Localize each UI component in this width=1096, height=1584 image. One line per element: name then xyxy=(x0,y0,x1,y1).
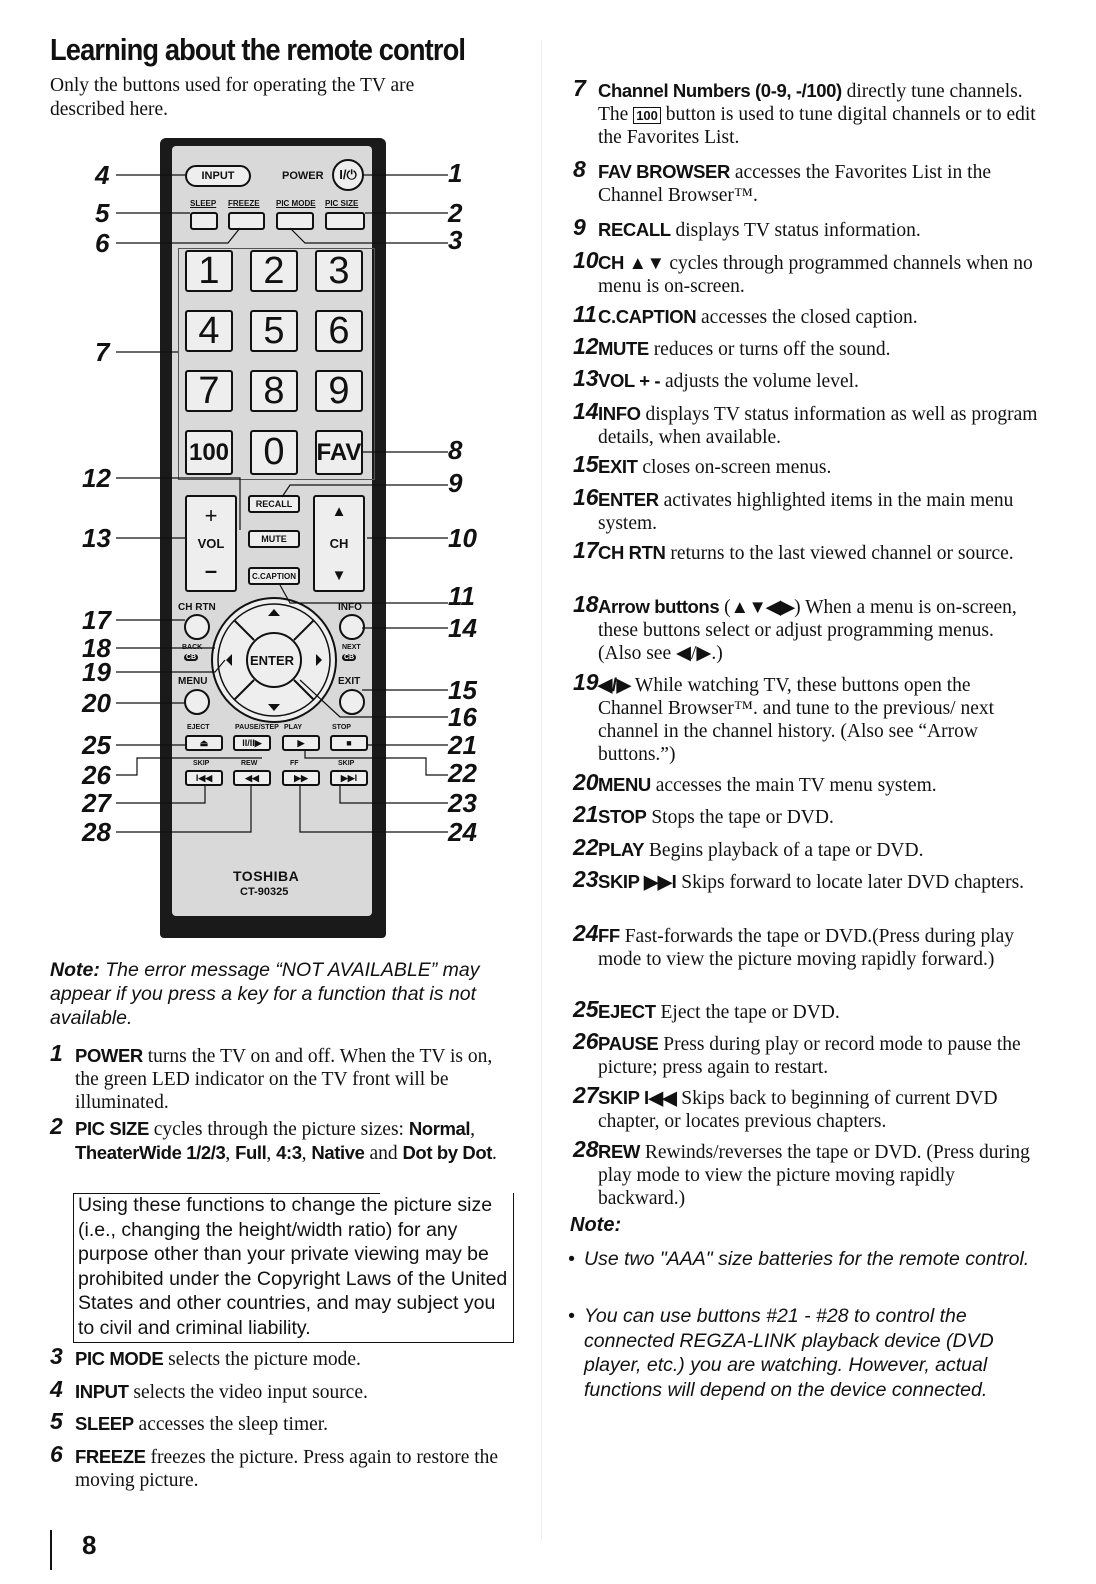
item-number: 7 xyxy=(573,75,586,101)
item-text xyxy=(598,488,1038,535)
description-item xyxy=(573,669,1038,766)
item-text xyxy=(598,673,1038,766)
description-item xyxy=(573,301,1038,329)
small-button-label: PIC SIZE xyxy=(325,199,359,208)
bullet-text: Use two "AAA" size batteries for the remote control. xyxy=(584,1248,1030,1270)
transport-button: ◀◀ xyxy=(233,770,271,786)
next-label: NEXT xyxy=(342,644,361,651)
item-number: 8 xyxy=(573,156,586,182)
description-text: turns the TV on and off. When the TV is on, the green LED indicator on the TV front will be illuminated. xyxy=(75,1046,493,1113)
description-text: accesses the Favorites List in the Channel Browser™. xyxy=(598,162,991,206)
description-item xyxy=(573,866,1038,894)
item-number: 5 xyxy=(50,1408,63,1434)
button-name: PIC MODE xyxy=(75,1348,164,1369)
description-text: Press during play or record mode to pause the picture; press again to restart. xyxy=(598,1034,1021,1078)
item-number: 1 xyxy=(50,1040,63,1066)
description-text: accesses the closed caption. xyxy=(696,307,918,328)
button-name: Native xyxy=(311,1142,365,1163)
callout-number: 3 xyxy=(448,225,463,255)
description-item xyxy=(50,1040,510,1114)
item-text xyxy=(598,595,1038,665)
description-item xyxy=(573,769,1038,797)
note-bullet xyxy=(568,1304,1054,1402)
number-key: 100 xyxy=(185,430,233,475)
button-name: ◀/▶ xyxy=(598,674,631,695)
description-text: displays TV status information. xyxy=(670,220,921,241)
description-text: , xyxy=(470,1119,476,1140)
callout-number: 27 xyxy=(82,788,111,818)
page-number-bar xyxy=(50,1530,52,1570)
transport-label: FF xyxy=(290,760,299,767)
number-key: 0 xyxy=(250,430,298,475)
back-label: BACK xyxy=(182,644,203,651)
callout-number: 6 xyxy=(95,228,110,258)
description-text: cycles through programmed channels when no menu is on-screen. xyxy=(598,253,1033,297)
remote-control-illustration xyxy=(160,138,386,938)
item-number: 2 xyxy=(50,1113,63,1139)
button-name: PIC SIZE xyxy=(75,1118,149,1139)
item-text xyxy=(75,1044,510,1114)
item-text xyxy=(598,1140,1038,1210)
item-text xyxy=(75,1380,510,1404)
item-number: 4 xyxy=(50,1376,63,1402)
page-title: Learning about the remote control xyxy=(50,32,466,67)
item-text xyxy=(75,1412,510,1436)
callout-number: 24 xyxy=(448,817,477,847)
transport-label: REW xyxy=(241,760,258,767)
number-key: 6 xyxy=(315,310,363,352)
item-text xyxy=(75,1445,510,1492)
callout-number: 17 xyxy=(82,605,111,635)
button-name: PAUSE xyxy=(598,1033,659,1054)
item-text xyxy=(598,251,1038,298)
item-number: 22 xyxy=(573,834,599,860)
vol-label: VOL xyxy=(197,536,225,551)
item-number: 14 xyxy=(573,398,599,424)
ch-rtn-label: CH RTN xyxy=(178,602,216,613)
power-button: I/⏻ xyxy=(332,159,364,191)
button-name: PLAY xyxy=(598,839,645,860)
hundred-button-icon: 100 xyxy=(633,107,661,124)
callout-number: 9 xyxy=(448,468,463,498)
item-text xyxy=(598,455,1038,479)
ch-label: CH xyxy=(329,536,349,551)
description-item xyxy=(573,75,1038,149)
transport-label: STOP xyxy=(332,724,351,731)
transport-button: II/II▶ xyxy=(233,735,271,751)
description-item xyxy=(50,1343,510,1371)
description-item xyxy=(573,451,1038,479)
button-name: INFO xyxy=(598,403,641,424)
description-text: activates highlighted items in the main menu system. xyxy=(598,490,1014,534)
number-key: 4 xyxy=(185,310,233,352)
description-text: , xyxy=(266,1143,277,1164)
number-key: 8 xyxy=(250,370,298,412)
transport-label: PLAY xyxy=(284,724,303,731)
ch-down-icon: ▼ xyxy=(331,567,347,584)
description-item xyxy=(573,333,1038,361)
callout-number: 5 xyxy=(95,198,110,228)
item-text xyxy=(598,1086,1038,1133)
item-number: 28 xyxy=(573,1136,599,1162)
item-number: 19 xyxy=(573,669,599,695)
note-bullet xyxy=(568,1247,1054,1272)
description-text: Eject the tape or DVD. xyxy=(655,1002,840,1023)
transport-button: I◀◀ xyxy=(185,770,223,786)
mute-button: MUTE xyxy=(248,530,300,548)
transport-button: ▶▶ xyxy=(282,770,320,786)
item-number: 3 xyxy=(50,1343,63,1369)
item-text xyxy=(75,1347,510,1371)
button-name: RECALL xyxy=(598,219,671,240)
item-number: 18 xyxy=(573,591,599,617)
number-key: 5 xyxy=(250,310,298,352)
bullet-text: You can use buttons #21 - #28 to control the connected REGZA-LINK playback device (DVD player, etc.) you are watching. However, actual functions will depend on the device connected. xyxy=(584,1305,994,1401)
bullet-dot: • xyxy=(568,1248,575,1270)
callout-number: 12 xyxy=(82,463,111,493)
description-item xyxy=(50,1113,510,1165)
item-text xyxy=(598,218,1038,242)
brand-logo: TOSHIBA xyxy=(233,868,300,884)
callout-number: 23 xyxy=(448,788,477,818)
item-number: 13 xyxy=(573,365,599,391)
callout-number: 15 xyxy=(448,675,477,705)
description-text: Skips forward to locate later DVD chapters. xyxy=(676,872,1025,893)
button-name: VOL + - xyxy=(598,370,661,391)
button-name: TheaterWide 1/2/3 xyxy=(75,1142,226,1163)
callout-number: 2 xyxy=(448,198,463,228)
callout-number: 18 xyxy=(82,633,111,663)
back-cb-icon: CB xyxy=(186,654,197,661)
item-text xyxy=(75,1117,510,1165)
item-number: 21 xyxy=(573,801,599,827)
description-text: ( xyxy=(719,597,731,618)
callout-number: 26 xyxy=(82,760,111,790)
callout-number: 16 xyxy=(448,702,477,732)
copyright-warning-box: Using these functions to change the picture size (i.e., changing the height/width ratio) for any purpose other than your private viewing may be prohibited under the Copyright Laws of the United States and other countries, and may subject you to civil and criminal liability. xyxy=(73,1193,514,1343)
description-text: returns to the last viewed channel or source. xyxy=(665,543,1014,564)
button-name: Dot by Dot xyxy=(402,1142,492,1163)
item-text xyxy=(598,870,1038,894)
page-number: 8 xyxy=(82,1530,97,1560)
description-item xyxy=(573,214,1038,242)
description-item xyxy=(573,365,1038,393)
callout-number: 28 xyxy=(82,817,111,847)
number-key: 7 xyxy=(185,370,233,412)
item-text xyxy=(598,541,1038,565)
item-text xyxy=(598,160,1038,207)
description-text: displays TV status information as well as program details, when available. xyxy=(598,404,1038,448)
bullet-dot: • xyxy=(568,1305,575,1327)
button-name: EJECT xyxy=(598,1001,656,1022)
next-cb-icon: CB xyxy=(344,654,355,661)
button-name: Channel Numbers (0-9, -/100) xyxy=(598,80,842,101)
transport-button: ⏏ xyxy=(185,735,223,751)
description-text: Fast-forwards the tape or DVD.(Press during play mode to view the picture moving rapidly forward.) xyxy=(598,926,1015,970)
menu-label: MENU xyxy=(178,676,208,687)
button-name: Full xyxy=(235,1142,267,1163)
callout-number: 21 xyxy=(448,730,477,760)
item-text xyxy=(598,924,1038,971)
description-item xyxy=(50,1441,510,1492)
input-button: INPUT xyxy=(185,165,251,187)
description-item xyxy=(573,1136,1038,1210)
callout-number: 20 xyxy=(82,688,111,718)
button-name: EXIT xyxy=(598,456,638,477)
button-name: ▲▼◀▶ xyxy=(730,596,795,617)
description-item xyxy=(573,591,1038,665)
button-name: MENU xyxy=(598,774,651,795)
callout-number: 7 xyxy=(95,337,110,367)
item-number: 6 xyxy=(50,1441,63,1467)
intro-text: Only the buttons used for operating the TV are described here. xyxy=(50,75,415,120)
callout-number: 11 xyxy=(448,581,475,611)
item-number: 15 xyxy=(573,451,599,477)
transport-label: EJECT xyxy=(187,724,210,731)
description-item xyxy=(573,834,1038,862)
item-number: 16 xyxy=(573,484,599,510)
item-number: 11 xyxy=(573,301,597,327)
dpad-graphic xyxy=(160,138,386,938)
item-text xyxy=(598,369,1038,393)
callout-number: 8 xyxy=(448,435,463,465)
button-name: FREEZE xyxy=(75,1446,146,1467)
description-text: closes on-screen menus. xyxy=(637,457,832,478)
callout-number: 25 xyxy=(82,730,111,760)
item-number: 27 xyxy=(573,1082,599,1108)
transport-label: SKIP xyxy=(338,760,355,767)
column-divider xyxy=(541,40,542,1540)
small-button-label: SLEEP xyxy=(190,199,217,208)
button-name: ENTER xyxy=(598,489,659,510)
button-name: CH ▲▼ xyxy=(598,252,665,273)
item-text xyxy=(598,305,1038,329)
item-number: 12 xyxy=(573,333,599,359)
model-number: CT-90325 xyxy=(240,886,289,898)
description-text: adjusts the volume level. xyxy=(660,371,859,392)
button-name: SKIP ▶▶I xyxy=(598,871,677,892)
item-number: 9 xyxy=(573,214,586,240)
button-name: INPUT xyxy=(75,1381,129,1402)
description-text: , xyxy=(301,1143,312,1164)
description-item xyxy=(573,247,1038,298)
enter-button: ENTER xyxy=(250,653,295,668)
description-text: button is used to tune digital channels or to edit the Favorites List. xyxy=(598,104,1036,148)
item-number: 20 xyxy=(573,769,599,795)
item-number: 24 xyxy=(573,920,599,946)
description-item xyxy=(573,1082,1038,1133)
button-name: FF xyxy=(598,925,620,946)
transport-button: ▶▶I xyxy=(330,770,368,786)
item-text xyxy=(598,1032,1038,1079)
button-name: SLEEP xyxy=(75,1413,134,1434)
description-text: accesses the sleep timer. xyxy=(133,1414,329,1435)
description-text: accesses the main TV menu system. xyxy=(650,775,937,796)
note-label: Note: xyxy=(50,959,100,981)
transport-button: ▶ xyxy=(282,735,320,751)
transport-label: SKIP xyxy=(193,760,210,767)
button-name: FAV BROWSER xyxy=(598,161,730,182)
description-item xyxy=(573,484,1038,535)
item-text xyxy=(598,773,1038,797)
description-item xyxy=(573,1028,1038,1079)
description-item xyxy=(573,920,1038,971)
description-text: reduces or turns off the sound. xyxy=(648,339,891,360)
item-text xyxy=(598,337,1038,361)
description-item xyxy=(50,1408,510,1436)
description-text: While watching TV, these buttons open the Channel Browser™. and tune to the previous/ next channel in the channel history. (Also see “Arrow buttons.”) xyxy=(598,675,995,765)
callout-number: 19 xyxy=(82,657,111,687)
callout-number: 13 xyxy=(82,523,111,553)
description-text: Stops the tape or DVD. xyxy=(646,807,834,828)
ch-up-icon: ▲ xyxy=(331,503,347,520)
callout-number: 14 xyxy=(448,613,477,643)
description-text: Begins playback of a tape or DVD. xyxy=(644,840,924,861)
button-name: STOP xyxy=(598,806,647,827)
description-text: and xyxy=(364,1143,403,1164)
number-key: FAV xyxy=(315,430,363,475)
callout-number: 22 xyxy=(448,758,477,788)
small-button-label: PIC MODE xyxy=(276,199,316,208)
ccaption-button: C.CAPTION xyxy=(248,567,300,585)
number-key: 3 xyxy=(315,250,363,292)
power-label: POWER xyxy=(282,170,324,182)
description-item xyxy=(573,156,1038,207)
item-number: 25 xyxy=(573,996,599,1022)
description-text: freezes the picture. Press again to restore the moving picture. xyxy=(75,1447,499,1491)
description-text: ) When a menu is on-screen, these buttons select or adjust programming menus. (Also see ◀/▶.) xyxy=(598,597,1017,664)
item-number: 17 xyxy=(573,537,599,563)
description-item xyxy=(573,996,1038,1024)
transport-button: ■ xyxy=(330,735,368,751)
item-number: 26 xyxy=(573,1028,599,1054)
description-item xyxy=(573,398,1038,449)
description-item xyxy=(573,537,1038,565)
number-key: 2 xyxy=(250,250,298,292)
note-text: The error message “NOT AVAILABLE” may appear if you press a key for a function that is not available. xyxy=(50,959,480,1029)
item-number: 10 xyxy=(573,247,599,273)
button-name: C.CAPTION xyxy=(598,306,697,327)
item-text xyxy=(598,838,1038,862)
vol-minus: – xyxy=(204,558,218,583)
transport-label: PAUSE/STEP xyxy=(235,724,279,731)
description-text: . xyxy=(491,1143,497,1164)
description-item xyxy=(50,1376,510,1404)
description-text: cycles through the picture sizes: xyxy=(148,1119,409,1140)
description-text: selects the video input source. xyxy=(128,1382,368,1403)
button-name: CH RTN xyxy=(598,542,666,563)
exit-label: EXIT xyxy=(338,676,361,687)
number-key: 9 xyxy=(315,370,363,412)
vol-plus: + xyxy=(204,503,218,528)
description-text: , xyxy=(225,1143,236,1164)
info-label: INFO xyxy=(338,602,362,613)
button-name: 4:3 xyxy=(276,1142,302,1163)
button-name: MUTE xyxy=(598,338,649,359)
button-name: REW xyxy=(598,1141,640,1162)
button-name: SKIP I◀◀ xyxy=(598,1087,677,1108)
number-key: 1 xyxy=(185,250,233,292)
recall-button: RECALL xyxy=(248,495,300,513)
description-item xyxy=(573,801,1038,829)
right-note-label: Note: xyxy=(570,1214,622,1236)
note-not-available xyxy=(50,958,520,1030)
button-name: Arrow buttons xyxy=(598,596,720,617)
callout-number: 1 xyxy=(448,158,463,188)
item-text xyxy=(598,79,1038,149)
item-number: 23 xyxy=(573,866,599,892)
item-text xyxy=(598,402,1038,449)
callout-number: 10 xyxy=(448,523,477,553)
small-button-label: FREEZE xyxy=(228,199,260,208)
button-name: POWER xyxy=(75,1045,143,1066)
description-text: Skips back to beginning of current DVD chapter, or locates previous chapters. xyxy=(598,1088,998,1132)
item-text xyxy=(598,1000,1038,1024)
description-text: selects the picture mode. xyxy=(163,1349,361,1370)
callout-number: 4 xyxy=(95,160,110,190)
button-name: Normal xyxy=(408,1118,471,1139)
description-text: directly tune channels. The xyxy=(598,81,1023,125)
item-text xyxy=(598,805,1038,829)
description-text: Rewinds/reverses the tape or DVD. (Press during play mode to view the picture moving rapidly backward.) xyxy=(598,1142,1030,1209)
